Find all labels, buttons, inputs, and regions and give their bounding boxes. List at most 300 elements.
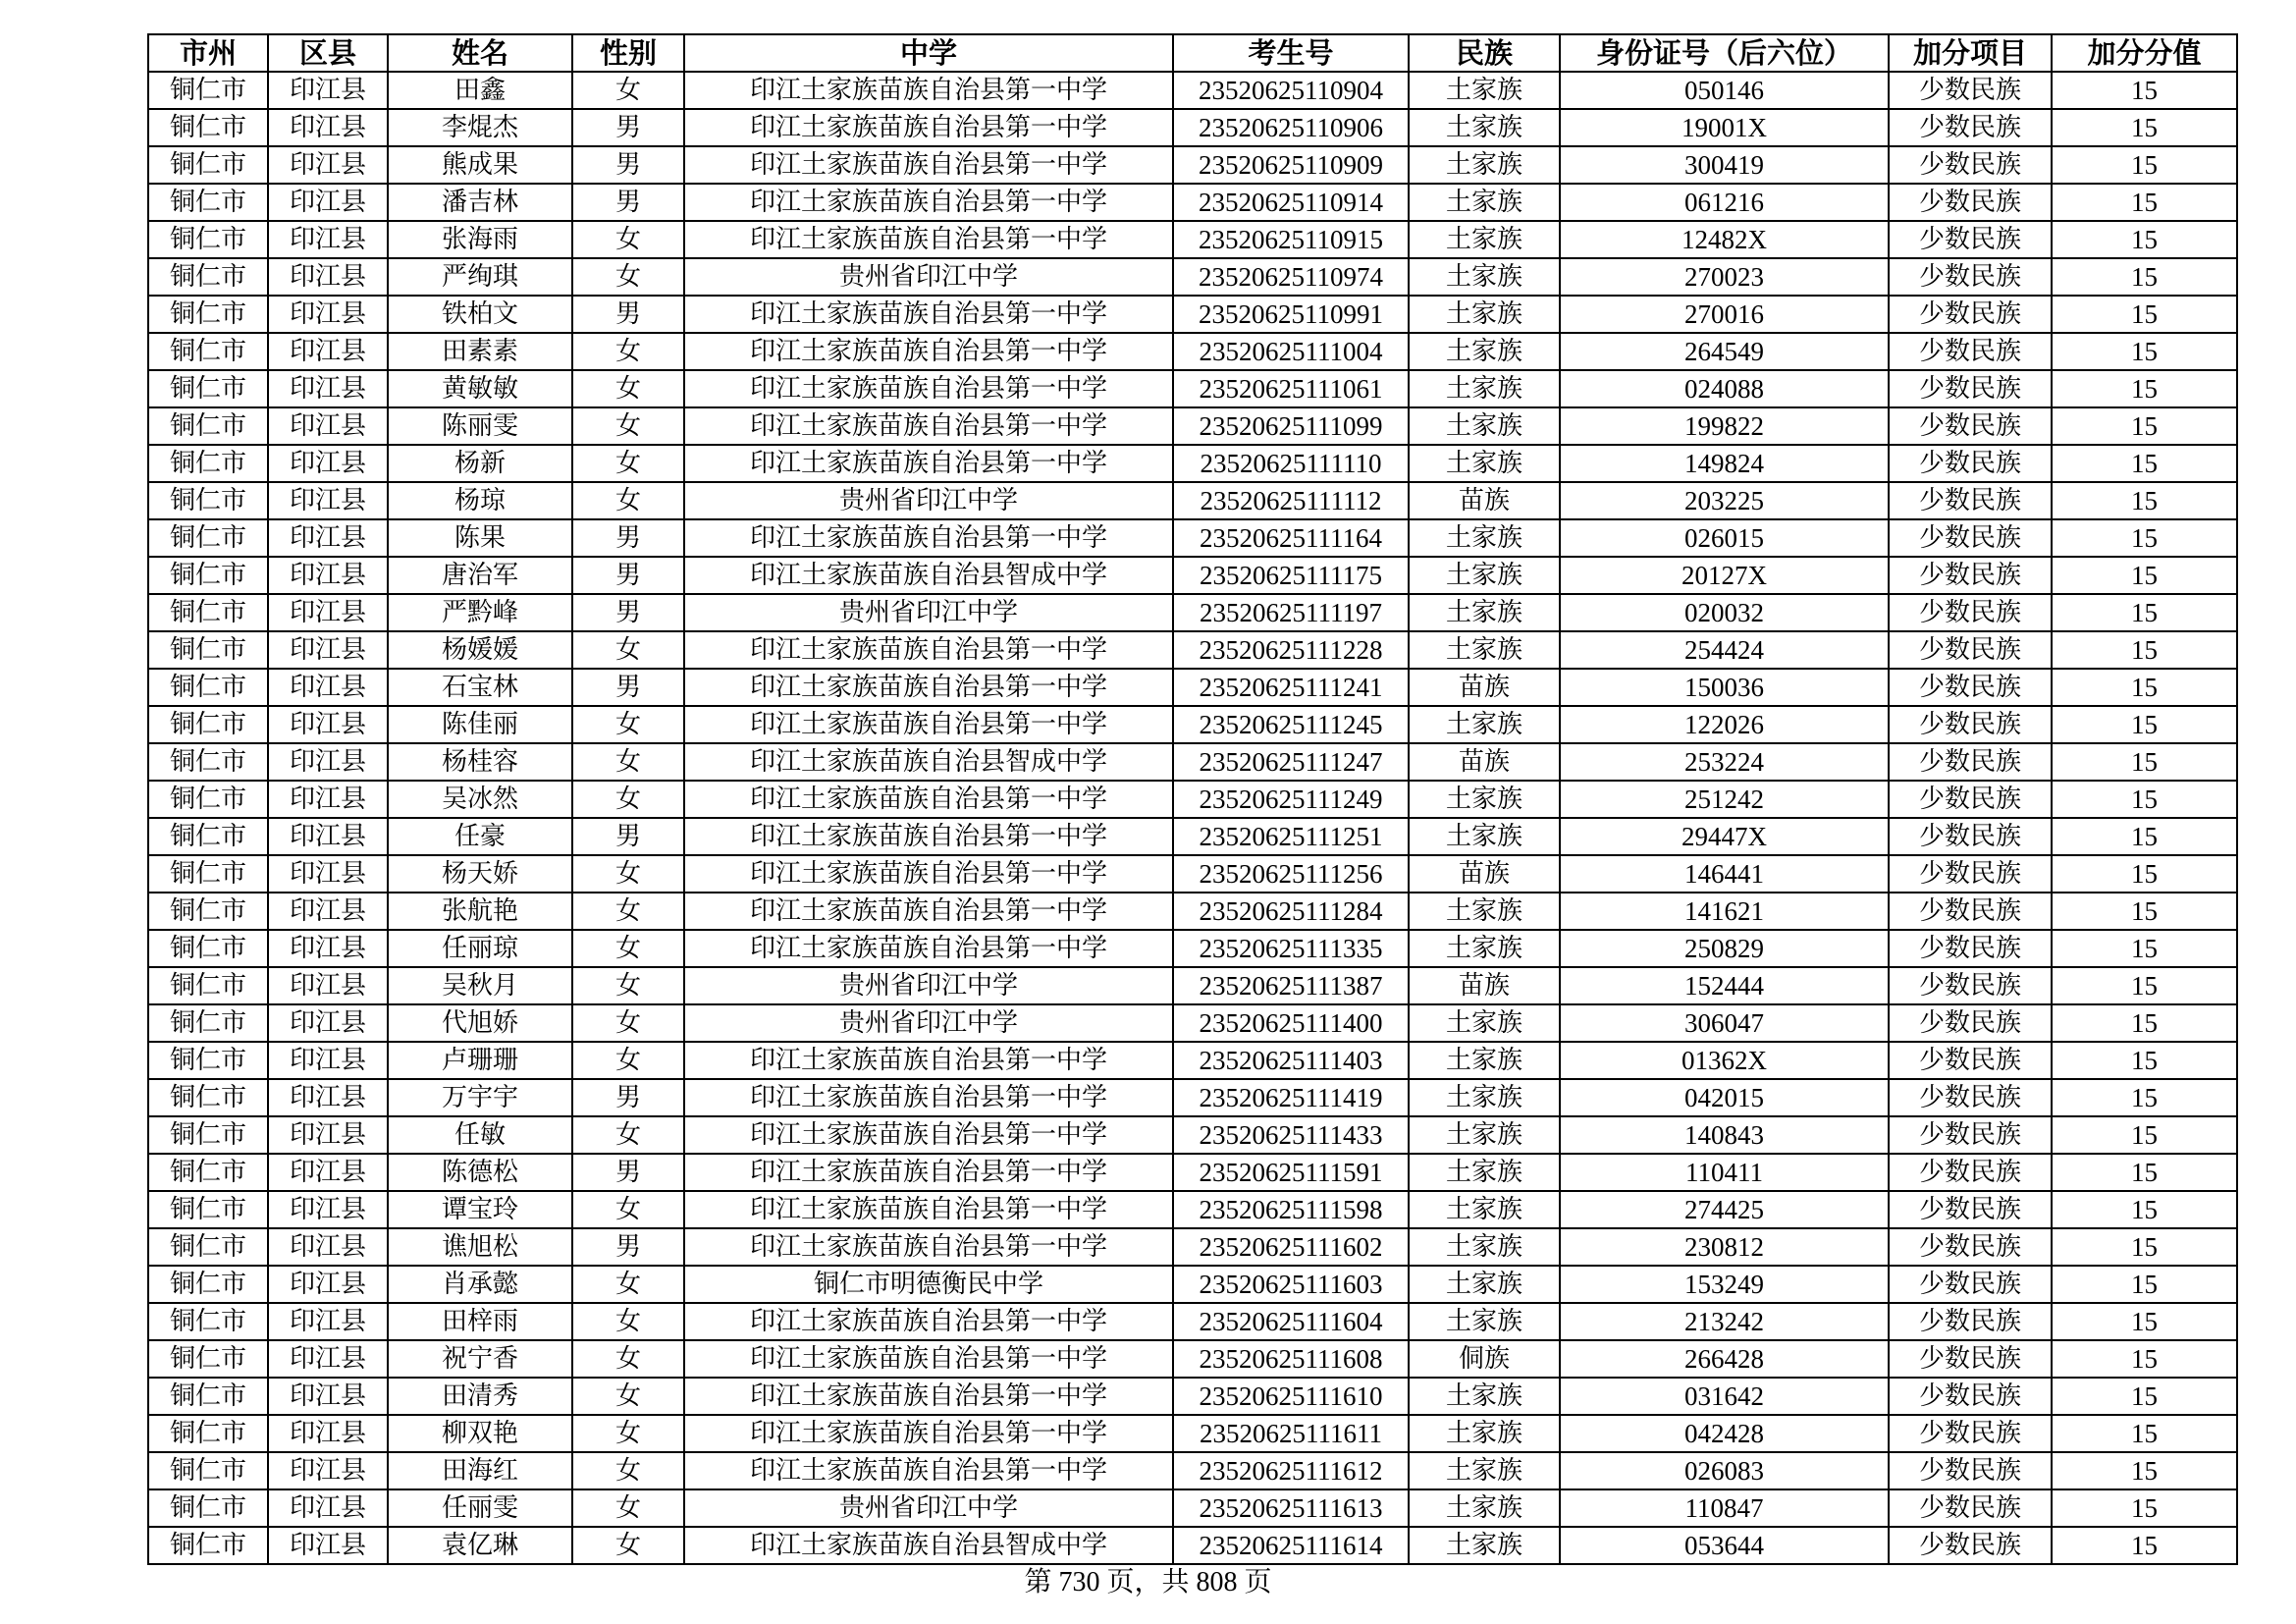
cell-bonus-item: 少数民族: [1889, 1079, 2052, 1116]
cell-bonus-value: 15: [2052, 557, 2237, 594]
cell-exam-number: 23520625111228: [1173, 631, 1409, 669]
cell-bonus-item: 少数民族: [1889, 221, 2052, 258]
cell-name: 任丽雯: [388, 1489, 572, 1527]
cell-exam-number: 23520625111612: [1173, 1452, 1409, 1489]
table-row: [148, 1527, 2237, 1564]
cell-school: 印江土家族苗族自治县第一中学: [684, 631, 1173, 669]
cell-id-last-six: 253224: [1560, 743, 1889, 781]
cell-county: 印江县: [268, 1004, 388, 1042]
cell-county: 印江县: [268, 72, 388, 109]
cell-exam-number: 23520625111251: [1173, 818, 1409, 855]
cell-bonus-value: 15: [2052, 146, 2237, 184]
cell-id-last-six: 110411: [1560, 1154, 1889, 1191]
cell-bonus-value: 15: [2052, 967, 2237, 1004]
cell-city: 铜仁市: [148, 1266, 268, 1303]
cell-ethnicity: 土家族: [1409, 1303, 1560, 1340]
cell-city: 铜仁市: [148, 370, 268, 407]
cell-exam-number: 23520625111284: [1173, 893, 1409, 930]
cell-county: 印江县: [268, 631, 388, 669]
cell-ethnicity: 土家族: [1409, 370, 1560, 407]
cell-bonus-item: 少数民族: [1889, 370, 2052, 407]
cell-name: 张海雨: [388, 221, 572, 258]
cell-gender: 女: [572, 1303, 684, 1340]
cell-bonus-item: 少数民族: [1889, 1489, 2052, 1527]
cell-bonus-item: 少数民族: [1889, 1303, 2052, 1340]
cell-name: 柳双艳: [388, 1415, 572, 1452]
cell-county: 印江县: [268, 893, 388, 930]
cell-exam-number: 23520625111387: [1173, 967, 1409, 1004]
cell-city: 铜仁市: [148, 594, 268, 631]
cell-gender: 男: [572, 109, 684, 146]
cell-city: 铜仁市: [148, 1527, 268, 1564]
cell-bonus-value: 15: [2052, 72, 2237, 109]
cell-school: 印江土家族苗族自治县第一中学: [684, 296, 1173, 333]
cell-city: 铜仁市: [148, 1340, 268, 1378]
table-row: [148, 1191, 2237, 1228]
cell-bonus-value: 15: [2052, 1116, 2237, 1154]
cell-name: 任敏: [388, 1116, 572, 1154]
cell-bonus-item: 少数民族: [1889, 855, 2052, 893]
cell-gender: 男: [572, 818, 684, 855]
cell-exam-number: 23520625111256: [1173, 855, 1409, 893]
cell-id-last-six: 153249: [1560, 1266, 1889, 1303]
cell-city: 铜仁市: [148, 669, 268, 706]
cell-county: 印江县: [268, 407, 388, 445]
cell-county: 印江县: [268, 184, 388, 221]
cell-city: 铜仁市: [148, 1378, 268, 1415]
cell-bonus-value: 15: [2052, 1228, 2237, 1266]
table-row: [148, 1228, 2237, 1266]
cell-bonus-value: 15: [2052, 407, 2237, 445]
cell-ethnicity: 土家族: [1409, 258, 1560, 296]
cell-city: 铜仁市: [148, 855, 268, 893]
cell-school: 印江土家族苗族自治县第一中学: [684, 818, 1173, 855]
table-header: [148, 34, 2237, 72]
cell-bonus-value: 15: [2052, 258, 2237, 296]
cell-name: 任丽琼: [388, 930, 572, 967]
cell-ethnicity: 土家族: [1409, 407, 1560, 445]
cell-exam-number: 23520625111099: [1173, 407, 1409, 445]
cell-county: 印江县: [268, 1116, 388, 1154]
cell-bonus-item: 少数民族: [1889, 706, 2052, 743]
cell-exam-number: 23520625111598: [1173, 1191, 1409, 1228]
table-row: [148, 743, 2237, 781]
cell-county: 印江县: [268, 818, 388, 855]
cell-county: 印江县: [268, 1452, 388, 1489]
cell-bonus-value: 15: [2052, 1191, 2237, 1228]
cell-bonus-value: 15: [2052, 333, 2237, 370]
cell-city: 铜仁市: [148, 407, 268, 445]
cell-city: 铜仁市: [148, 333, 268, 370]
cell-bonus-value: 15: [2052, 482, 2237, 519]
cell-county: 印江县: [268, 221, 388, 258]
cell-id-last-six: 020032: [1560, 594, 1889, 631]
cell-gender: 女: [572, 1340, 684, 1378]
cell-exam-number: 23520625111608: [1173, 1340, 1409, 1378]
cell-school: 印江土家族苗族自治县第一中学: [684, 407, 1173, 445]
cell-id-last-six: 050146: [1560, 72, 1889, 109]
column-header-ethnicity: 民族: [1409, 34, 1560, 72]
table-row: [148, 1079, 2237, 1116]
cell-exam-number: 23520625110909: [1173, 146, 1409, 184]
table-row: [148, 594, 2237, 631]
cell-ethnicity: 土家族: [1409, 1527, 1560, 1564]
cell-exam-number: 23520625111591: [1173, 1154, 1409, 1191]
cell-bonus-item: 少数民族: [1889, 72, 2052, 109]
cell-bonus-value: 15: [2052, 1042, 2237, 1079]
cell-ethnicity: 土家族: [1409, 1228, 1560, 1266]
table-row: [148, 370, 2237, 407]
cell-name: 卢珊珊: [388, 1042, 572, 1079]
cell-city: 铜仁市: [148, 482, 268, 519]
cell-school: 印江土家族苗族自治县智成中学: [684, 743, 1173, 781]
cell-city: 铜仁市: [148, 967, 268, 1004]
cell-id-last-six: 149824: [1560, 445, 1889, 482]
cell-name: 田清秀: [388, 1378, 572, 1415]
cell-id-last-six: 274425: [1560, 1191, 1889, 1228]
cell-school: 印江土家族苗族自治县第一中学: [684, 1191, 1173, 1228]
cell-ethnicity: 土家族: [1409, 1489, 1560, 1527]
cell-id-last-six: 146441: [1560, 855, 1889, 893]
cell-school: 印江土家族苗族自治县第一中学: [684, 781, 1173, 818]
cell-city: 铜仁市: [148, 1154, 268, 1191]
table-row: [148, 1415, 2237, 1452]
cell-bonus-value: 15: [2052, 743, 2237, 781]
cell-bonus-item: 少数民族: [1889, 967, 2052, 1004]
table-row: [148, 967, 2237, 1004]
cell-exam-number: 23520625110904: [1173, 72, 1409, 109]
cell-city: 铜仁市: [148, 519, 268, 557]
cell-gender: 女: [572, 743, 684, 781]
cell-name: 陈果: [388, 519, 572, 557]
cell-school: 印江土家族苗族自治县第一中学: [684, 370, 1173, 407]
cell-exam-number: 23520625111603: [1173, 1266, 1409, 1303]
cell-bonus-value: 15: [2052, 781, 2237, 818]
cell-city: 铜仁市: [148, 1004, 268, 1042]
cell-city: 铜仁市: [148, 1228, 268, 1266]
cell-gender: 女: [572, 1415, 684, 1452]
cell-city: 铜仁市: [148, 930, 268, 967]
cell-exam-number: 23520625110991: [1173, 296, 1409, 333]
cell-gender: 女: [572, 370, 684, 407]
cell-bonus-item: 少数民族: [1889, 445, 2052, 482]
cell-exam-number: 23520625111112: [1173, 482, 1409, 519]
cell-city: 铜仁市: [148, 818, 268, 855]
cell-id-last-six: 122026: [1560, 706, 1889, 743]
cell-gender: 女: [572, 1191, 684, 1228]
table-row: [148, 1452, 2237, 1489]
cell-ethnicity: 土家族: [1409, 557, 1560, 594]
cell-city: 铜仁市: [148, 221, 268, 258]
cell-gender: 男: [572, 1228, 684, 1266]
cell-ethnicity: 土家族: [1409, 333, 1560, 370]
cell-ethnicity: 土家族: [1409, 296, 1560, 333]
cell-ethnicity: 土家族: [1409, 818, 1560, 855]
cell-bonus-item: 少数民族: [1889, 930, 2052, 967]
cell-bonus-item: 少数民族: [1889, 1527, 2052, 1564]
cell-gender: 女: [572, 1527, 684, 1564]
cell-name: 吴冰然: [388, 781, 572, 818]
cell-exam-number: 23520625111004: [1173, 333, 1409, 370]
cell-city: 铜仁市: [148, 706, 268, 743]
cell-school: 贵州省印江中学: [684, 482, 1173, 519]
cell-school: 印江土家族苗族自治县第一中学: [684, 1452, 1173, 1489]
cell-id-last-six: 053644: [1560, 1527, 1889, 1564]
cell-exam-number: 23520625111175: [1173, 557, 1409, 594]
cell-county: 印江县: [268, 333, 388, 370]
cell-bonus-value: 15: [2052, 296, 2237, 333]
cell-name: 谭宝玲: [388, 1191, 572, 1228]
cell-ethnicity: 土家族: [1409, 221, 1560, 258]
cell-school: 印江土家族苗族自治县第一中学: [684, 72, 1173, 109]
cell-bonus-item: 少数民族: [1889, 333, 2052, 370]
table-row: [148, 296, 2237, 333]
cell-bonus-item: 少数民族: [1889, 1452, 2052, 1489]
cell-name: 铁柏文: [388, 296, 572, 333]
cell-city: 铜仁市: [148, 1042, 268, 1079]
cell-bonus-value: 15: [2052, 631, 2237, 669]
cell-ethnicity: 土家族: [1409, 594, 1560, 631]
cell-school: 铜仁市明德衡民中学: [684, 1266, 1173, 1303]
cell-bonus-value: 15: [2052, 818, 2237, 855]
cell-county: 印江县: [268, 1378, 388, 1415]
cell-county: 印江县: [268, 370, 388, 407]
cell-name: 田梓雨: [388, 1303, 572, 1340]
cell-ethnicity: 苗族: [1409, 743, 1560, 781]
table-row: [148, 669, 2237, 706]
cell-county: 印江县: [268, 482, 388, 519]
table-row: [148, 1340, 2237, 1378]
cell-county: 印江县: [268, 706, 388, 743]
cell-gender: 女: [572, 1266, 684, 1303]
cell-school: 印江土家族苗族自治县第一中学: [684, 706, 1173, 743]
cell-bonus-value: 15: [2052, 109, 2237, 146]
cell-exam-number: 23520625111403: [1173, 1042, 1409, 1079]
table-row: [148, 333, 2237, 370]
cell-school: 贵州省印江中学: [684, 594, 1173, 631]
cell-bonus-item: 少数民族: [1889, 1191, 2052, 1228]
cell-bonus-value: 15: [2052, 1154, 2237, 1191]
cell-county: 印江县: [268, 146, 388, 184]
cell-city: 铜仁市: [148, 893, 268, 930]
page-footer: 第 730 页，共 808 页: [1024, 1567, 1272, 1597]
cell-ethnicity: 土家族: [1409, 109, 1560, 146]
cell-bonus-value: 15: [2052, 893, 2237, 930]
cell-id-last-six: 01362X: [1560, 1042, 1889, 1079]
cell-ethnicity: 苗族: [1409, 669, 1560, 706]
cell-id-last-six: 024088: [1560, 370, 1889, 407]
cell-bonus-item: 少数民族: [1889, 594, 2052, 631]
cell-bonus-item: 少数民族: [1889, 1154, 2052, 1191]
cell-bonus-value: 15: [2052, 594, 2237, 631]
cell-name: 田鑫: [388, 72, 572, 109]
cell-school: 印江土家族苗族自治县第一中学: [684, 445, 1173, 482]
cell-gender: 女: [572, 855, 684, 893]
cell-bonus-value: 15: [2052, 1266, 2237, 1303]
cell-id-last-six: 266428: [1560, 1340, 1889, 1378]
table-row: [148, 1489, 2237, 1527]
column-header-bonus-item: 加分项目: [1889, 34, 2052, 72]
cell-gender: 男: [572, 1154, 684, 1191]
cell-name: 严黔峰: [388, 594, 572, 631]
cell-county: 印江县: [268, 1154, 388, 1191]
cell-ethnicity: 土家族: [1409, 1191, 1560, 1228]
cell-bonus-item: 少数民族: [1889, 519, 2052, 557]
table-row: [148, 184, 2237, 221]
cell-id-last-six: 300419: [1560, 146, 1889, 184]
cell-name: 代旭娇: [388, 1004, 572, 1042]
cell-school: 贵州省印江中学: [684, 1489, 1173, 1527]
cell-bonus-item: 少数民族: [1889, 146, 2052, 184]
cell-ethnicity: 土家族: [1409, 1004, 1560, 1042]
cell-school: 印江土家族苗族自治县第一中学: [684, 1116, 1173, 1154]
cell-id-last-six: 12482X: [1560, 221, 1889, 258]
cell-bonus-value: 15: [2052, 669, 2237, 706]
cell-ethnicity: 土家族: [1409, 893, 1560, 930]
cell-county: 印江县: [268, 1303, 388, 1340]
cell-name: 谯旭松: [388, 1228, 572, 1266]
cell-county: 印江县: [268, 1191, 388, 1228]
cell-city: 铜仁市: [148, 184, 268, 221]
cell-school: 印江土家族苗族自治县第一中学: [684, 221, 1173, 258]
cell-ethnicity: 土家族: [1409, 1266, 1560, 1303]
cell-ethnicity: 土家族: [1409, 146, 1560, 184]
cell-county: 印江县: [268, 930, 388, 967]
cell-gender: 女: [572, 221, 684, 258]
cell-ethnicity: 土家族: [1409, 706, 1560, 743]
cell-name: 严绚琪: [388, 258, 572, 296]
cell-county: 印江县: [268, 557, 388, 594]
cell-id-last-six: 251242: [1560, 781, 1889, 818]
table-row: [148, 482, 2237, 519]
cell-ethnicity: 土家族: [1409, 1452, 1560, 1489]
cell-id-last-six: 203225: [1560, 482, 1889, 519]
cell-gender: 男: [572, 184, 684, 221]
cell-name: 肖承懿: [388, 1266, 572, 1303]
cell-county: 印江县: [268, 743, 388, 781]
cell-bonus-item: 少数民族: [1889, 1228, 2052, 1266]
cell-id-last-six: 270016: [1560, 296, 1889, 333]
cell-exam-number: 23520625111164: [1173, 519, 1409, 557]
cell-name: 杨天娇: [388, 855, 572, 893]
cell-county: 印江县: [268, 109, 388, 146]
cell-gender: 女: [572, 1452, 684, 1489]
cell-id-last-six: 042428: [1560, 1415, 1889, 1452]
cell-gender: 女: [572, 930, 684, 967]
table-body: [148, 72, 2237, 1564]
cell-name: 黄敏敏: [388, 370, 572, 407]
table-row: [148, 631, 2237, 669]
cell-name: 唐治军: [388, 557, 572, 594]
cell-ethnicity: 土家族: [1409, 445, 1560, 482]
cell-id-last-six: 061216: [1560, 184, 1889, 221]
cell-ethnicity: 土家族: [1409, 1378, 1560, 1415]
cell-id-last-six: 140843: [1560, 1116, 1889, 1154]
cell-exam-number: 23520625111245: [1173, 706, 1409, 743]
cell-gender: 男: [572, 146, 684, 184]
cell-county: 印江县: [268, 1527, 388, 1564]
cell-gender: 女: [572, 407, 684, 445]
column-header-gender: 性别: [572, 34, 684, 72]
cell-id-last-six: 29447X: [1560, 818, 1889, 855]
column-header-bonus-value: 加分分值: [2052, 34, 2237, 72]
cell-id-last-six: 199822: [1560, 407, 1889, 445]
cell-county: 印江县: [268, 967, 388, 1004]
cell-bonus-value: 15: [2052, 1378, 2237, 1415]
cell-county: 印江县: [268, 855, 388, 893]
cell-gender: 女: [572, 1116, 684, 1154]
cell-gender: 女: [572, 1042, 684, 1079]
cell-exam-number: 23520625111419: [1173, 1079, 1409, 1116]
table-row: [148, 1004, 2237, 1042]
cell-name: 田素素: [388, 333, 572, 370]
cell-name: 任豪: [388, 818, 572, 855]
cell-school: 贵州省印江中学: [684, 967, 1173, 1004]
cell-county: 印江县: [268, 1415, 388, 1452]
cell-city: 铜仁市: [148, 72, 268, 109]
cell-bonus-value: 15: [2052, 1452, 2237, 1489]
cell-bonus-item: 少数民族: [1889, 184, 2052, 221]
cell-exam-number: 23520625111247: [1173, 743, 1409, 781]
cell-bonus-item: 少数民族: [1889, 109, 2052, 146]
cell-name: 吴秋月: [388, 967, 572, 1004]
cell-city: 铜仁市: [148, 146, 268, 184]
cell-bonus-item: 少数民族: [1889, 296, 2052, 333]
cell-bonus-value: 15: [2052, 1527, 2237, 1564]
cell-bonus-item: 少数民族: [1889, 1004, 2052, 1042]
cell-ethnicity: 土家族: [1409, 930, 1560, 967]
cell-exam-number: 23520625111602: [1173, 1228, 1409, 1266]
bonus-points-table: [147, 33, 2238, 1565]
cell-bonus-item: 少数民族: [1889, 1340, 2052, 1378]
cell-city: 铜仁市: [148, 1116, 268, 1154]
cell-gender: 女: [572, 781, 684, 818]
cell-city: 铜仁市: [148, 296, 268, 333]
table-row: [148, 221, 2237, 258]
table-row: [148, 557, 2237, 594]
cell-ethnicity: 苗族: [1409, 967, 1560, 1004]
cell-school: 印江土家族苗族自治县第一中学: [684, 893, 1173, 930]
cell-ethnicity: 土家族: [1409, 1042, 1560, 1079]
cell-city: 铜仁市: [148, 557, 268, 594]
cell-bonus-item: 少数民族: [1889, 669, 2052, 706]
cell-bonus-value: 15: [2052, 184, 2237, 221]
cell-gender: 女: [572, 893, 684, 930]
table-row: [148, 407, 2237, 445]
cell-id-last-six: 110847: [1560, 1489, 1889, 1527]
cell-ethnicity: 苗族: [1409, 482, 1560, 519]
cell-school: 印江土家族苗族自治县第一中学: [684, 1340, 1173, 1378]
cell-bonus-item: 少数民族: [1889, 781, 2052, 818]
cell-bonus-value: 15: [2052, 370, 2237, 407]
cell-county: 印江县: [268, 1079, 388, 1116]
cell-id-last-six: 19001X: [1560, 109, 1889, 146]
column-header-city: 市州: [148, 34, 268, 72]
cell-id-last-six: 306047: [1560, 1004, 1889, 1042]
cell-gender: 女: [572, 967, 684, 1004]
cell-name: 李焜杰: [388, 109, 572, 146]
cell-county: 印江县: [268, 1266, 388, 1303]
cell-name: 万宇宇: [388, 1079, 572, 1116]
cell-id-last-six: 141621: [1560, 893, 1889, 930]
table-row: [148, 72, 2237, 109]
cell-bonus-value: 15: [2052, 1004, 2237, 1042]
cell-city: 铜仁市: [148, 1303, 268, 1340]
table-row: [148, 519, 2237, 557]
cell-exam-number: 23520625111197: [1173, 594, 1409, 631]
cell-name: 陈丽雯: [388, 407, 572, 445]
cell-county: 印江县: [268, 258, 388, 296]
